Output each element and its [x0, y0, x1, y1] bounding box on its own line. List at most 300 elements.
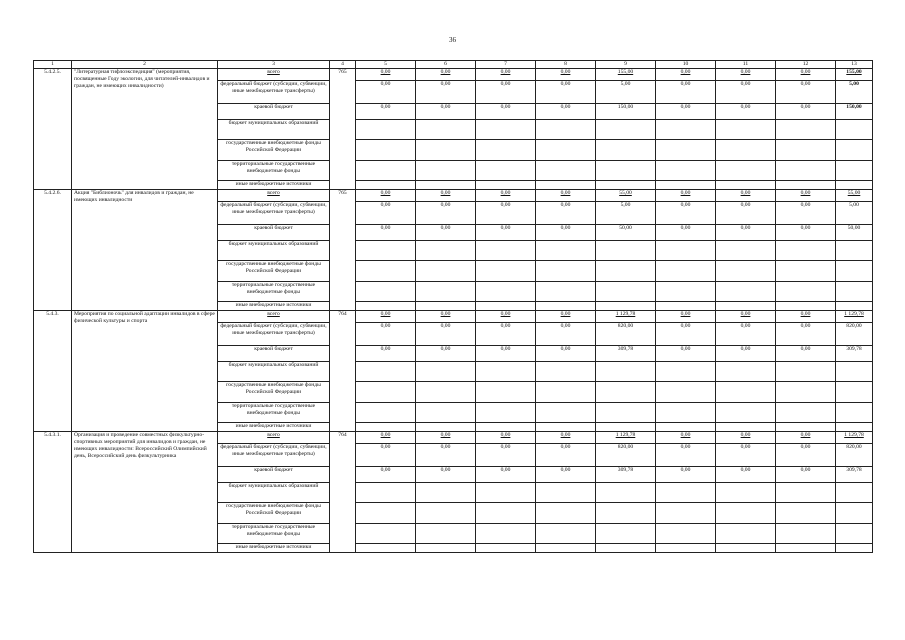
value-cell — [356, 161, 416, 181]
value-cell: 0,00 — [536, 346, 596, 362]
value-cell — [416, 524, 476, 544]
value-cell — [716, 261, 776, 282]
value-cell: 0,00 — [356, 81, 416, 104]
value-cell — [836, 524, 873, 544]
value-cell — [716, 382, 776, 403]
value-cell: 820,00 — [836, 323, 873, 346]
value-cell — [476, 423, 536, 432]
value-cell: 0,00 — [476, 190, 536, 202]
value-cell: 155,00 — [596, 69, 656, 81]
value-cell: 0,00 — [536, 202, 596, 225]
value-cell — [776, 423, 836, 432]
value-cell — [836, 120, 873, 140]
funding-source: всего — [218, 311, 330, 323]
value-cell: 0,00 — [776, 104, 836, 120]
header-cell: 7 — [476, 61, 536, 69]
value-cell — [356, 524, 416, 544]
value-cell: 0,00 — [416, 81, 476, 104]
value-cell: 0,00 — [776, 311, 836, 323]
value-cell: 0,00 — [776, 225, 836, 241]
value-cell — [596, 362, 656, 382]
section-code: 5.4.2.5. — [34, 69, 72, 190]
value-cell: 0,00 — [476, 69, 536, 81]
value-cell: 0,00 — [656, 225, 716, 241]
value-cell — [596, 282, 656, 302]
value-cell — [536, 403, 596, 423]
value-cell — [356, 503, 416, 524]
table-row — [34, 311, 873, 323]
value-cell: 0,00 — [536, 432, 596, 444]
value-cell — [476, 140, 536, 161]
value-cell — [416, 403, 476, 423]
value-cell: 0,00 — [656, 444, 716, 467]
section-title: Акция "Библионочь" для инвалидов и граждан, не имеющих инвалидности — [72, 190, 218, 311]
value-cell — [776, 503, 836, 524]
value-cell — [836, 140, 873, 161]
value-cell — [536, 181, 596, 190]
value-cell — [596, 241, 656, 261]
value-cell: 0,00 — [416, 311, 476, 323]
value-cell: 0,00 — [476, 323, 536, 346]
value-cell: 0,00 — [416, 190, 476, 202]
funding-source: территориальные государственные внебюджетные фонды — [218, 161, 330, 181]
value-cell — [836, 503, 873, 524]
value-cell — [356, 483, 416, 503]
value-cell — [776, 261, 836, 282]
value-cell: 0,00 — [416, 432, 476, 444]
value-cell — [596, 382, 656, 403]
value-cell: 0,00 — [716, 346, 776, 362]
value-cell — [476, 544, 536, 553]
funding-source: бюджет муниципальных образований — [218, 241, 330, 261]
value-cell: 0,00 — [476, 225, 536, 241]
value-cell: 0,00 — [356, 225, 416, 241]
header-cell: 3 — [218, 61, 330, 69]
value-cell — [596, 161, 656, 181]
value-cell: 309,78 — [836, 346, 873, 362]
value-cell — [656, 524, 716, 544]
value-cell: 0,00 — [416, 202, 476, 225]
value-cell: 55,00 — [836, 190, 873, 202]
section-code: 5.4.3.1. — [34, 432, 72, 553]
funding-source: краевой бюджет — [218, 104, 330, 120]
funding-source: федеральный бюджет (субсидии, субвенции, иные межбюджетные трансферты) — [218, 202, 330, 225]
section-code: 5.4.2.6. — [34, 190, 72, 311]
value-cell: 0,00 — [776, 432, 836, 444]
value-cell — [836, 161, 873, 181]
value-cell — [656, 483, 716, 503]
value-cell: 0,00 — [716, 432, 776, 444]
value-cell — [836, 181, 873, 190]
value-cell: 0,00 — [536, 444, 596, 467]
funding-source: иные внебюджетные источники — [218, 181, 330, 190]
value-cell: 0,00 — [416, 323, 476, 346]
value-cell: 50,00 — [596, 225, 656, 241]
value-cell — [536, 261, 596, 282]
value-cell: 0,00 — [716, 444, 776, 467]
value-cell — [656, 544, 716, 553]
value-cell: 0,00 — [356, 467, 416, 483]
funding-source: государственные внебюджетные фонды Российской Федерации — [218, 503, 330, 524]
value-cell: 0,00 — [416, 467, 476, 483]
value-cell — [476, 181, 536, 190]
funding-source: всего — [218, 69, 330, 81]
value-cell — [776, 241, 836, 261]
value-cell — [716, 120, 776, 140]
value-cell: 50,00 — [836, 225, 873, 241]
value-cell — [656, 241, 716, 261]
value-cell — [716, 423, 776, 432]
value-cell — [656, 161, 716, 181]
value-cell — [416, 362, 476, 382]
value-cell: 5,00 — [836, 202, 873, 225]
value-cell: 5,00 — [596, 202, 656, 225]
value-cell: 0,00 — [476, 202, 536, 225]
header-row — [34, 61, 873, 69]
value-cell: 0,00 — [776, 467, 836, 483]
value-cell: 0,00 — [776, 323, 836, 346]
value-cell — [416, 483, 476, 503]
value-cell: 0,00 — [536, 81, 596, 104]
value-cell — [356, 282, 416, 302]
value-cell — [356, 382, 416, 403]
value-cell: 0,00 — [776, 346, 836, 362]
value-cell: 0,00 — [356, 104, 416, 120]
value-cell — [476, 261, 536, 282]
value-cell — [656, 120, 716, 140]
value-cell: 0,00 — [416, 104, 476, 120]
value-cell: 0,00 — [356, 444, 416, 467]
value-cell — [536, 544, 596, 553]
value-cell — [776, 161, 836, 181]
value-cell: 0,00 — [716, 190, 776, 202]
funding-source: государственные внебюджетные фонды Российской Федерации — [218, 140, 330, 161]
value-cell — [476, 524, 536, 544]
value-cell — [776, 181, 836, 190]
value-cell: 0,00 — [656, 190, 716, 202]
value-cell — [476, 483, 536, 503]
value-cell: 0,00 — [716, 311, 776, 323]
value-cell: 0,00 — [716, 104, 776, 120]
value-cell — [596, 483, 656, 503]
value-cell — [536, 161, 596, 181]
value-cell — [716, 161, 776, 181]
budget-table — [33, 60, 873, 553]
value-cell — [716, 544, 776, 553]
funding-source: иные внебюджетные источники — [218, 302, 330, 311]
value-cell — [476, 241, 536, 261]
header-cell: 12 — [776, 61, 836, 69]
table-row — [34, 190, 873, 202]
value-cell — [416, 120, 476, 140]
value-cell: 0,00 — [536, 323, 596, 346]
funding-source: краевой бюджет — [218, 225, 330, 241]
value-cell: 0,00 — [536, 69, 596, 81]
value-cell — [596, 120, 656, 140]
value-cell: 0,00 — [416, 69, 476, 81]
value-cell: 0,00 — [716, 225, 776, 241]
value-cell: 55,00 — [596, 190, 656, 202]
value-cell: 0,00 — [656, 323, 716, 346]
value-cell — [716, 524, 776, 544]
value-cell: 0,00 — [716, 69, 776, 81]
value-cell: 150,00 — [596, 104, 656, 120]
value-cell — [776, 362, 836, 382]
value-cell — [836, 261, 873, 282]
value-cell — [536, 241, 596, 261]
value-cell: 820,00 — [596, 323, 656, 346]
funding-source: бюджет муниципальных образований — [218, 362, 330, 382]
value-cell: 0,00 — [536, 190, 596, 202]
value-cell — [416, 503, 476, 524]
value-cell — [656, 302, 716, 311]
value-cell: 0,00 — [356, 69, 416, 81]
value-cell: 0,00 — [476, 432, 536, 444]
value-cell — [656, 382, 716, 403]
header-cell: 5 — [356, 61, 416, 69]
value-cell — [416, 282, 476, 302]
value-cell — [656, 423, 716, 432]
value-cell — [416, 302, 476, 311]
value-cell — [656, 282, 716, 302]
value-cell — [776, 140, 836, 161]
value-cell — [776, 483, 836, 503]
header-cell: 1 — [34, 61, 72, 69]
page-number: 36 — [449, 36, 456, 44]
value-cell: 0,00 — [356, 202, 416, 225]
value-cell: 0,00 — [716, 467, 776, 483]
value-cell — [656, 181, 716, 190]
funding-source: федеральный бюджет (субсидии, субвенции, иные межбюджетные трансферты) — [218, 81, 330, 104]
value-cell: 0,00 — [476, 311, 536, 323]
value-cell: 309,78 — [836, 467, 873, 483]
value-cell — [716, 503, 776, 524]
value-cell: 0,00 — [536, 225, 596, 241]
header-cell: 8 — [536, 61, 596, 69]
value-cell: 0,00 — [536, 104, 596, 120]
value-cell: 0,00 — [776, 190, 836, 202]
funding-source: бюджет муниципальных образований — [218, 120, 330, 140]
value-cell — [356, 362, 416, 382]
value-cell — [716, 302, 776, 311]
value-cell — [476, 403, 536, 423]
funding-source: бюджет муниципальных образований — [218, 483, 330, 503]
header-cell: 9 — [596, 61, 656, 69]
value-cell: 0,00 — [476, 81, 536, 104]
value-cell — [536, 282, 596, 302]
value-cell — [776, 282, 836, 302]
value-cell: 0,00 — [476, 104, 536, 120]
funding-source: иные внебюджетные источники — [218, 423, 330, 432]
value-cell: 0,00 — [416, 225, 476, 241]
value-cell — [536, 524, 596, 544]
value-cell — [716, 241, 776, 261]
value-cell — [776, 120, 836, 140]
value-cell — [476, 161, 536, 181]
value-cell: 0,00 — [536, 311, 596, 323]
value-cell — [836, 382, 873, 403]
value-cell — [656, 140, 716, 161]
value-cell: 0,00 — [356, 190, 416, 202]
value-cell: 5,00 — [596, 81, 656, 104]
value-cell — [416, 161, 476, 181]
value-cell — [596, 261, 656, 282]
value-cell — [596, 181, 656, 190]
value-cell — [776, 403, 836, 423]
value-cell — [716, 282, 776, 302]
value-cell — [836, 403, 873, 423]
value-cell: 0,00 — [476, 444, 536, 467]
value-cell: 0,00 — [416, 444, 476, 467]
value-cell — [416, 423, 476, 432]
value-cell — [476, 302, 536, 311]
value-cell: 1 129,78 — [836, 311, 873, 323]
value-cell — [476, 503, 536, 524]
value-cell: 0,00 — [656, 311, 716, 323]
value-cell — [716, 140, 776, 161]
section-code: 5.4.3. — [34, 311, 72, 432]
value-cell: 0,00 — [716, 202, 776, 225]
value-cell — [716, 181, 776, 190]
value-cell: 0,00 — [476, 346, 536, 362]
value-cell: 0,00 — [716, 323, 776, 346]
value-cell — [776, 524, 836, 544]
value-cell — [716, 362, 776, 382]
value-cell — [536, 503, 596, 524]
value-cell: 309,78 — [596, 467, 656, 483]
value-cell — [416, 181, 476, 190]
value-cell: 0,00 — [656, 104, 716, 120]
value-cell: 0,00 — [776, 69, 836, 81]
value-cell: 0,00 — [356, 346, 416, 362]
value-cell: 155,00 — [836, 69, 873, 81]
value-cell — [476, 362, 536, 382]
funding-source: федеральный бюджет (субсидии, субвенции, иные межбюджетные трансферты) — [218, 323, 330, 346]
value-cell — [356, 302, 416, 311]
value-cell — [356, 423, 416, 432]
value-cell — [656, 261, 716, 282]
admin-code: 764 — [330, 311, 356, 432]
value-cell — [416, 544, 476, 553]
value-cell — [536, 140, 596, 161]
value-cell — [836, 302, 873, 311]
value-cell: 0,00 — [656, 69, 716, 81]
header-cell: 4 — [330, 61, 356, 69]
funding-source: территориальные государственные внебюджетные фонды — [218, 403, 330, 423]
header-cell: 11 — [716, 61, 776, 69]
header-cell: 6 — [416, 61, 476, 69]
value-cell — [416, 140, 476, 161]
value-cell — [836, 362, 873, 382]
value-cell: 0,00 — [776, 81, 836, 104]
table-row — [34, 69, 873, 81]
value-cell: 0,00 — [776, 202, 836, 225]
value-cell — [536, 302, 596, 311]
value-cell: 0,00 — [416, 346, 476, 362]
header-cell: 13 — [836, 61, 873, 69]
value-cell — [596, 503, 656, 524]
value-cell: 0,00 — [716, 81, 776, 104]
funding-source: государственные внебюджетные фонды Российской Федерации — [218, 261, 330, 282]
value-cell: 0,00 — [776, 444, 836, 467]
section-title: "Литературная тифлоэкспедиция" (мероприятия, посвященные Году экологии, для читателей-инвалидов и граждан, не имеющих инвалидности) — [72, 69, 218, 190]
admin-code: 765 — [330, 69, 356, 190]
value-cell — [536, 120, 596, 140]
value-cell: 5,00 — [836, 81, 873, 104]
value-cell — [536, 382, 596, 403]
value-cell — [836, 241, 873, 261]
value-cell — [656, 362, 716, 382]
funding-source: государственные внебюджетные фонды Российской Федерации — [218, 382, 330, 403]
funding-source: краевой бюджет — [218, 346, 330, 362]
value-cell — [836, 544, 873, 553]
value-cell — [836, 483, 873, 503]
value-cell: 1 129,78 — [596, 311, 656, 323]
funding-source: федеральный бюджет (субсидии, субвенции, иные межбюджетные трансферты) — [218, 444, 330, 467]
value-cell — [656, 503, 716, 524]
value-cell — [596, 140, 656, 161]
value-cell — [776, 382, 836, 403]
table-row — [34, 432, 873, 444]
value-cell: 0,00 — [356, 432, 416, 444]
admin-code: 764 — [330, 432, 356, 553]
value-cell: 820,00 — [596, 444, 656, 467]
value-cell — [536, 483, 596, 503]
value-cell — [776, 302, 836, 311]
value-cell — [716, 483, 776, 503]
value-cell: 820,00 — [836, 444, 873, 467]
value-cell: 0,00 — [536, 467, 596, 483]
value-cell: 0,00 — [656, 346, 716, 362]
funding-source: всего — [218, 190, 330, 202]
value-cell — [776, 544, 836, 553]
value-cell — [656, 403, 716, 423]
value-cell — [476, 282, 536, 302]
value-cell — [356, 140, 416, 161]
value-cell — [356, 241, 416, 261]
value-cell: 0,00 — [656, 432, 716, 444]
value-cell — [596, 423, 656, 432]
value-cell: 1 129,78 — [596, 432, 656, 444]
value-cell — [596, 524, 656, 544]
value-cell: 0,00 — [656, 81, 716, 104]
value-cell — [716, 403, 776, 423]
value-cell — [356, 544, 416, 553]
value-cell — [356, 403, 416, 423]
admin-code: 765 — [330, 190, 356, 311]
value-cell — [356, 261, 416, 282]
section-title: Мероприятия по социальной адаптации инвалидов в сфере физической культуры и спорта — [72, 311, 218, 432]
value-cell: 0,00 — [656, 202, 716, 225]
value-cell — [476, 382, 536, 403]
value-cell — [836, 282, 873, 302]
value-cell — [416, 382, 476, 403]
funding-source: территориальные государственные внебюджетные фонды — [218, 524, 330, 544]
value-cell — [416, 241, 476, 261]
value-cell — [536, 362, 596, 382]
funding-source: иные внебюджетные источники — [218, 544, 330, 553]
value-cell: 0,00 — [476, 467, 536, 483]
value-cell — [596, 403, 656, 423]
header-cell: 2 — [72, 61, 218, 69]
value-cell: 0,00 — [356, 311, 416, 323]
value-cell: 0,00 — [356, 323, 416, 346]
value-cell — [536, 423, 596, 432]
header-cell: 10 — [656, 61, 716, 69]
value-cell — [356, 120, 416, 140]
funding-source: краевой бюджет — [218, 467, 330, 483]
value-cell: 309,78 — [596, 346, 656, 362]
